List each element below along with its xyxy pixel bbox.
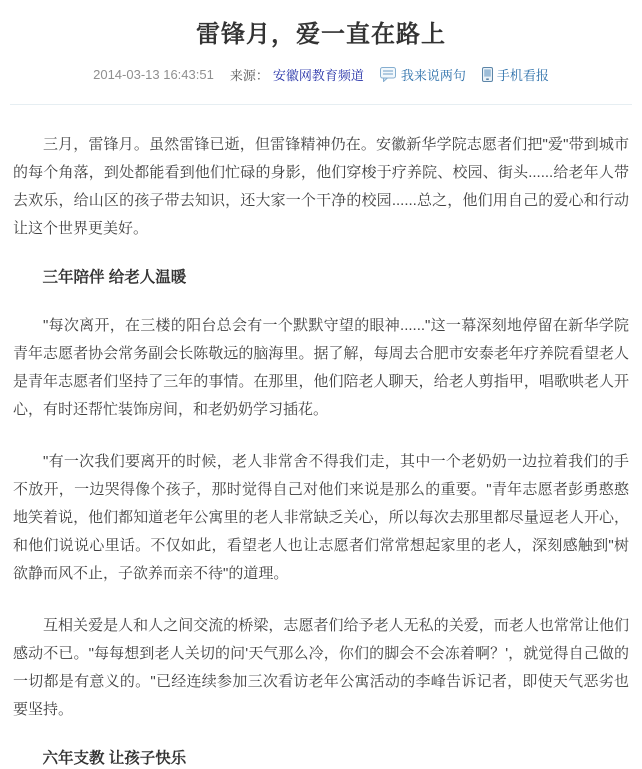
article-page bbox=[0, 18, 642, 769]
comment-link[interactable] bbox=[380, 65, 466, 84]
section-heading-three-years: 三年陪伴 给老人温暖 bbox=[42, 269, 187, 286]
section-heading-six-years: 六年支教 让孩子快乐 bbox=[42, 750, 187, 767]
comment-link-label: 我来说两句 bbox=[400, 67, 466, 83]
page-title: 雷锋月，爱一直在路上 bbox=[196, 21, 446, 48]
mobile-read-link-label: 手机看报 bbox=[496, 67, 549, 83]
publish-timestamp: 2014-03-13 16:43:51 bbox=[93, 66, 214, 82]
article-meta-row bbox=[0, 65, 642, 83]
source-group bbox=[230, 65, 364, 84]
source-link[interactable]: 安徽网教育频道 bbox=[272, 67, 364, 83]
article-paragraph: "每次离开，在三楼的阳台总会有一个默默守望的眼神......"这一幕深刻地停留在新华学院青年志愿者协会常务副会长陈敬远的脑海里。据了解，每周去合肥市安泰老年疗养院看望老人是青年志愿者们坚持了三年的事情。在那里，他们陪老人聊天，给老人剪指甲，唱歌哄老人开心，有时还帮忙装饰房间，和老奶奶学习插花。 bbox=[13, 317, 629, 418]
article-body bbox=[0, 105, 642, 769]
article-paragraph: 互相关爱是人和人之间交流的桥梁，志愿者们给予老人无私的关爱，而老人也常常让他们感动不已。"每每想到老人关切的问'天气那么冷，你们的脚会不会冻着啊？'，就觉得自己做的一切都是有意义的。"已经连续参加三次看访老年公寓活动的李峰告诉记者，即使天气恶劣也要坚持。 bbox=[13, 617, 629, 718]
mobile-phone-icon bbox=[482, 67, 493, 82]
mobile-read-link[interactable] bbox=[482, 65, 549, 84]
source-label: 来源： bbox=[229, 67, 269, 83]
article-paragraph: "有一次我们要离开的时候，老人非常舍不得我们走，其中一个老奶奶一边拉着我们的手不放开，一边哭得像个孩子，那时觉得自己对他们来说是那么的重要。"青年志愿者彭勇憨憨地笑着说，他们都知道老年公寓里的老人非常缺乏关心，所以每次去那里都尽量逗老人开心，和他们说说心里话。不仅如此，看望老人也让志愿者们常常想起家里的老人，深刻感触到"树欲静而风不止，子欲养而亲不待"的道理。 bbox=[13, 453, 629, 582]
comment-bubble-icon bbox=[380, 67, 397, 82]
article-paragraph: 三月，雷锋月。虽然雷锋已逝，但雷锋精神仍在。安徽新华学院志愿者们把"爱"带到城市的每个角落，到处都能看到他们忙碌的身影，他们穿梭于疗养院、校园、街头......给老年人带去欢乐，给山区的孩子带去知识，还大家一个干净的校园......总之，他们用自己的爱心和行动让这个世界更美好。 bbox=[13, 136, 629, 237]
